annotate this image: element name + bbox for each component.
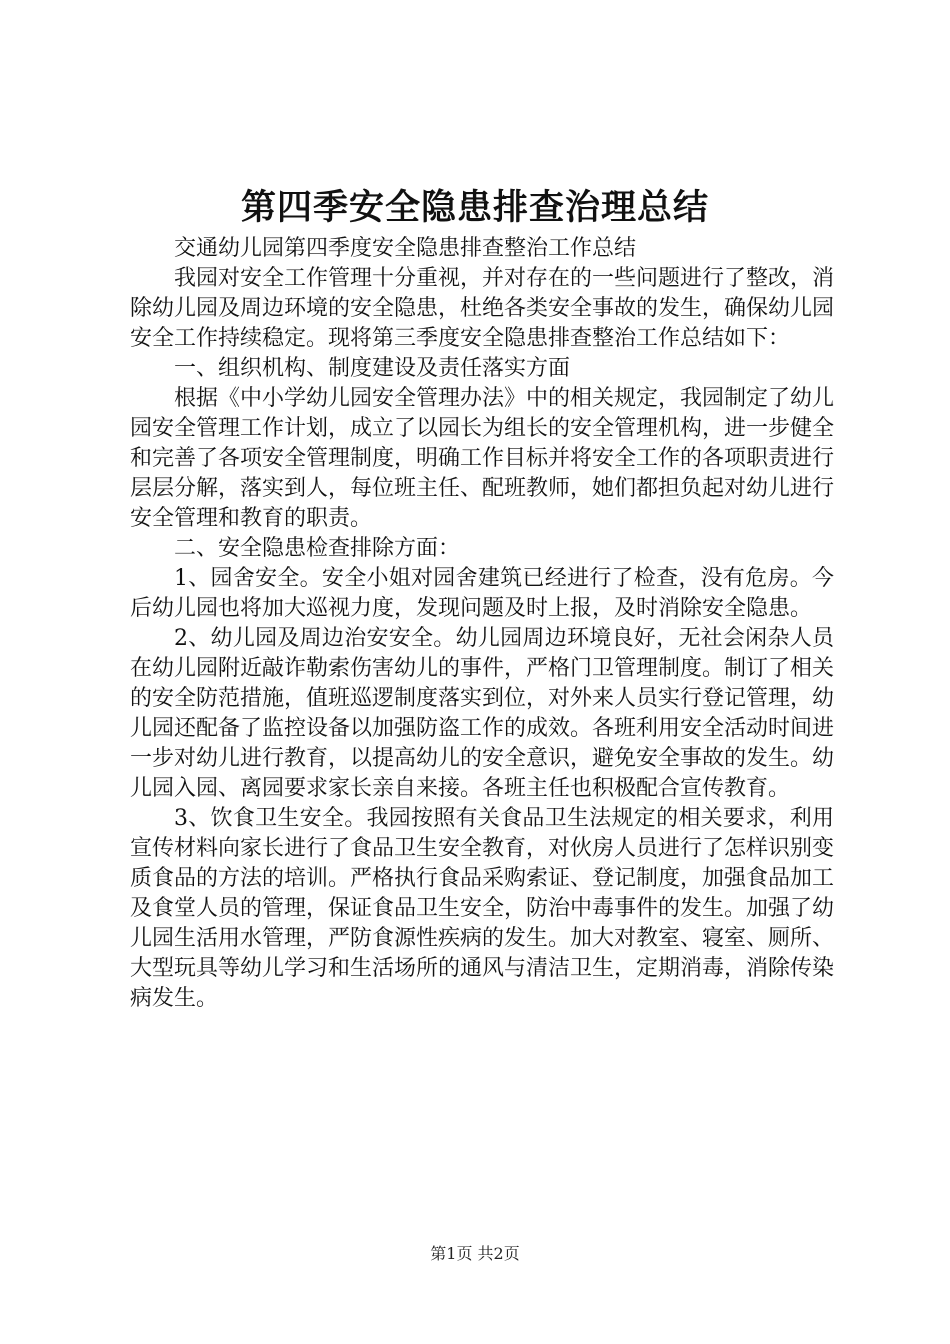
organization-paragraph: 根据《中小学幼儿园安全管理办法》中的相关规定，我园制定了幼儿园安全管理工作计划，成立了以园长为组长的安全管理机构，进一步健全和完善了各项安全管理制度，明确工作目标并将安全工作的各项职责进行层层分解，落实到人，每位班主任、配班教师，她们都担负起对幼儿进行安全管理和教育的职责。 (130, 386, 835, 531)
section-heading-inspection: 二、安全隐患检查排除方面： (174, 536, 461, 561)
intro-paragraph: 我园对安全工作管理十分重视，并对存在的一些问题进行了整改，消除幼儿园及周边环境的安全隐患，杜绝各类安全事故的发生，确保幼儿园安全工作持续稳定。现将第三季度安全隐患排查整治工作总结如下： (130, 266, 835, 351)
building-safety-paragraph: 1、园舍安全。安全小姐对园舍建筑已经进行了检查，没有危房。今后幼儿园也将加大巡视力度，发现问题及时上报，及时消除安全隐患。 (130, 566, 834, 621)
subtitle-paragraph: 交通幼儿园第四季度安全隐患排查整治工作总结 (174, 236, 637, 261)
page-number-footer: 第1页 共2页 (430, 1244, 520, 1263)
document-title: 第四季安全隐患排查治理总结 (240, 187, 709, 228)
security-paragraph: 2、幼儿园及周边治安安全。幼儿园周边环境良好，无社会闲杂人员在幼儿园附近敲诈勒索伤害幼儿的事件，严格门卫管理制度。制订了相关的安全防范措施，值班巡逻制度落实到位，对外来人员实行登记管理，幼儿园还配备了监控设备以加强防盗工作的成效。各班利用安全活动时间进一步对幼儿进行教育，以提高幼儿的安全意识，避免安全事故的发生。幼儿园入园、离园要求家长亲自来接。各班主任也积极配合宣传教育。 (130, 626, 835, 801)
document-body (130, 234, 834, 1014)
food-safety-paragraph: 3、饮食卫生安全。我园按照有关食品卫生法规定的相关要求，利用宣传材料向家长进行了食品卫生安全教育，对伙房人员进行了怎样识别变质食品的方法的培训。严格执行食品采购索证、登记制度，加强食品加工及食堂人员的管理，保证食品卫生安全，防治中毒事件的发生。加强了幼儿园生活用水管理，严防食源性疾病的发生。加大对教室、寝室、厕所、大型玩具等幼儿学习和生活场所的通风与清洁卫生，定期消毒，消除传染病发生。 (130, 806, 835, 1011)
section-heading-organization: 一、组织机构、制度建设及责任落实方面 (174, 356, 571, 381)
